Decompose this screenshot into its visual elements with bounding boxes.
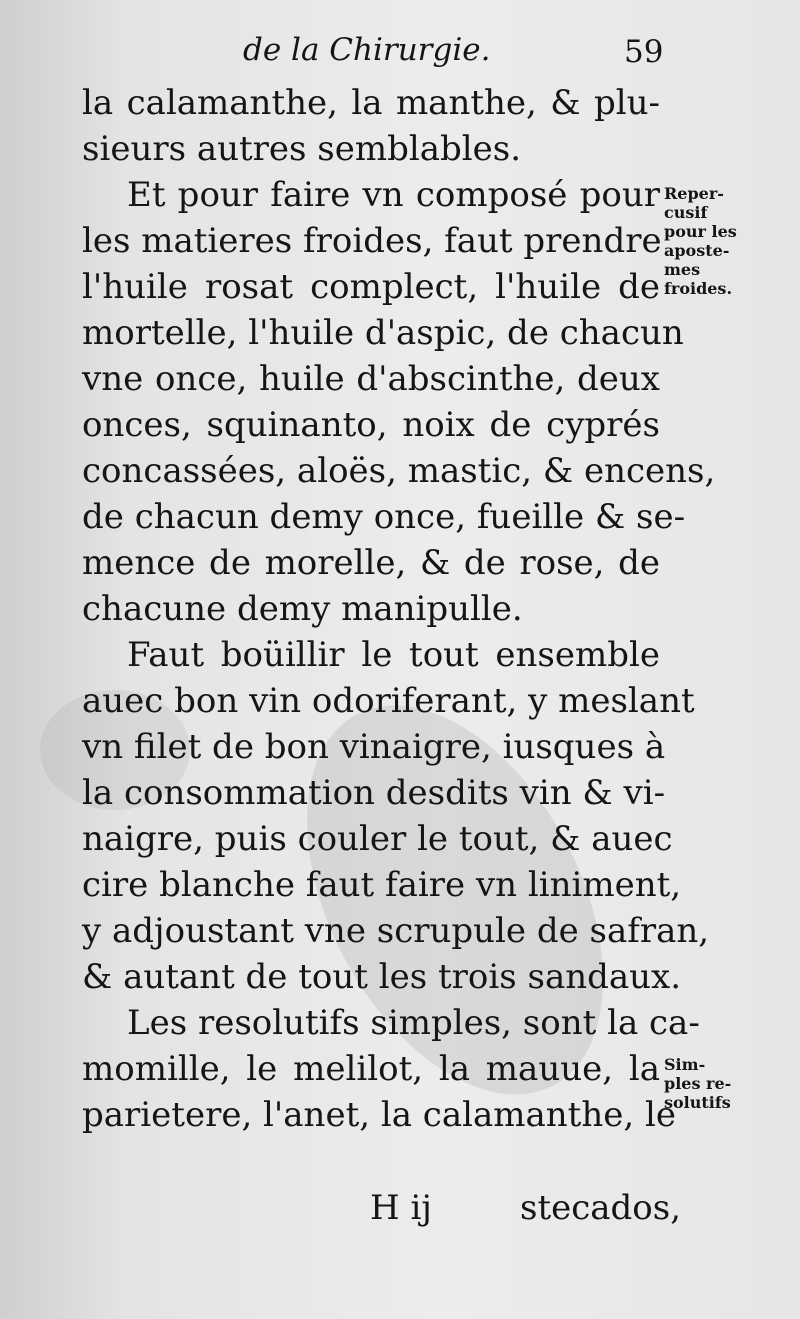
margin-note-line: Sim- [664, 1055, 706, 1074]
text-line: vne once, huile d'abscinthe, deux [82, 359, 660, 399]
text-line: mortelle, l'huile d'aspic, de chacun [82, 313, 684, 353]
text-line: & autant de tout les trois sandaux. [82, 957, 682, 997]
printer-signature: H ij [370, 1188, 432, 1228]
text-line: vn filet de bon vinaigre, iusques à [82, 727, 666, 767]
text-line: auec bon vin odoriferant, y meslant [82, 681, 695, 721]
text-line: sieurs autres semblables. [82, 129, 522, 169]
page-number: 59 [624, 34, 664, 70]
margin-note-line: solutifs [664, 1093, 731, 1112]
text-line: y adjoustant vne scrupule de safran, [82, 911, 710, 951]
text-line: la calamanthe, la manthe, & plu- [82, 83, 660, 123]
running-title: de la Chirurgie. [243, 32, 491, 68]
catchword: stecados, [520, 1188, 682, 1228]
text-line: parietere, l'anet, la calamanthe, le [82, 1095, 676, 1135]
text-line: cire blanche faut faire vn liniment, [82, 865, 682, 905]
margin-note-line: mes [664, 260, 701, 279]
text-line: l'huile rosat complect, l'huile de [82, 267, 660, 307]
margin-note-resolutifs [664, 1055, 756, 1112]
margin-note-line: cusif [664, 203, 708, 222]
text-line: momille, le melilot, la mauue, la [82, 1049, 660, 1089]
text-line: les matieres froides, faut prendre [82, 221, 662, 261]
text-line: de chacun demy once, fueille & se- [82, 497, 686, 537]
text-line: Faut boüillir le tout ensemble [127, 635, 660, 675]
margin-note-line: ples re- [664, 1074, 732, 1093]
text-line: la consommation desdits vin & vi- [82, 773, 666, 813]
margin-note-line: froides. [664, 279, 733, 298]
text-line: chacune demy manipulle. [82, 589, 523, 629]
text-line: concassées, aloës, mastic, & encens, [82, 451, 716, 491]
text-line: Les resolutifs simples, sont la ca- [127, 1003, 700, 1043]
margin-note-line: aposte- [664, 241, 730, 260]
margin-note-line: Reper- [664, 184, 724, 203]
text-line: mence de morelle, & de rose, de [82, 543, 660, 583]
text-line: naigre, puis couler le tout, & auec [82, 819, 673, 859]
text-line: Et pour faire vn composé pour [127, 175, 660, 215]
page-header [0, 16, 800, 70]
margin-note-repercusif [664, 184, 756, 298]
text-line: onces, squinanto, noix de cyprés [82, 405, 660, 445]
margin-note-line: pour les [664, 222, 737, 241]
